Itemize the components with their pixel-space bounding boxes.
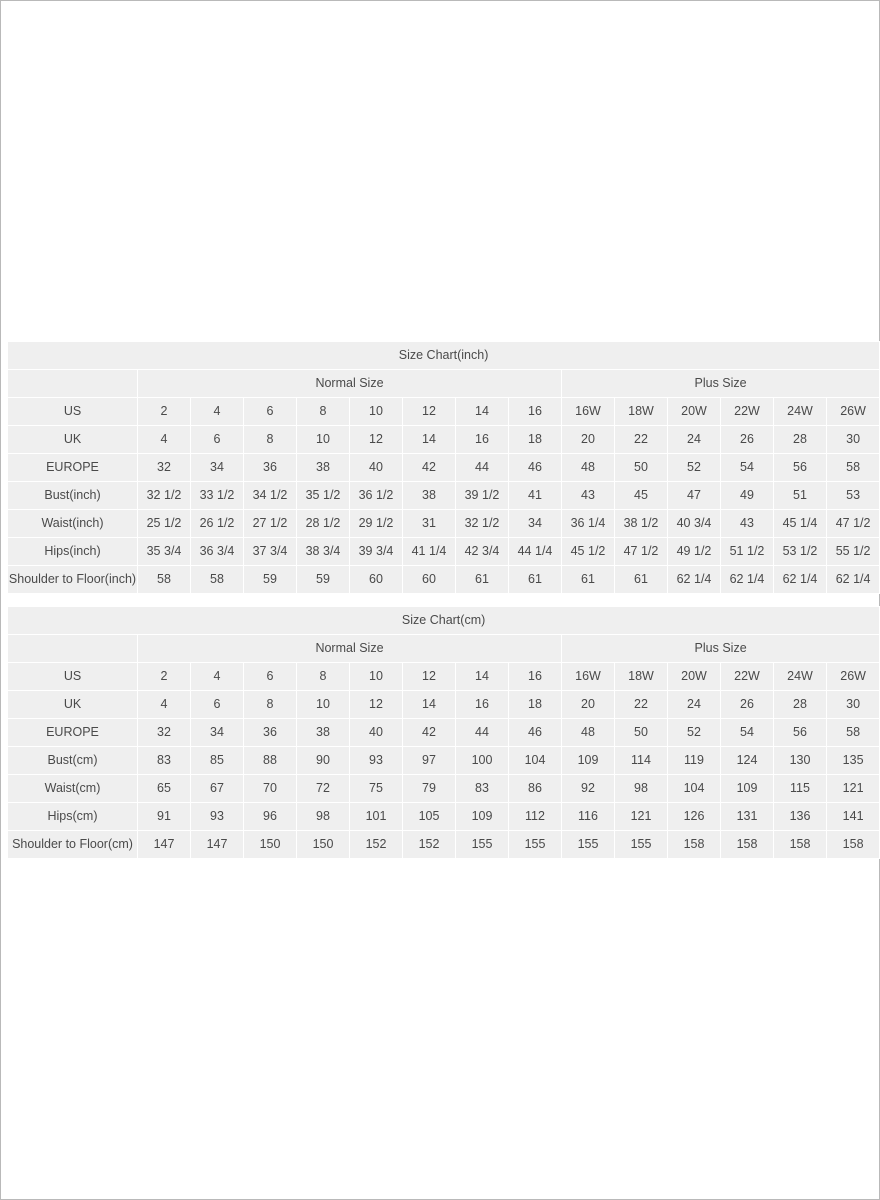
measurement-cell: 24W xyxy=(774,398,827,426)
measurement-cell: 53 1/2 xyxy=(774,538,827,566)
measurement-cell: 22W xyxy=(721,398,774,426)
measurement-cell: 46 xyxy=(509,454,562,482)
measurement-cell: 18 xyxy=(509,691,562,719)
measurement-cell: 62 1/4 xyxy=(668,566,721,594)
measurement-cell: 29 1/2 xyxy=(350,510,403,538)
measurement-cell: 61 xyxy=(509,566,562,594)
measurement-cell: 43 xyxy=(562,482,615,510)
measurement-cell: 65 xyxy=(138,775,191,803)
measurement-cell: 121 xyxy=(827,775,880,803)
measurement-cell: 150 xyxy=(297,831,350,859)
measurement-cell: 124 xyxy=(721,747,774,775)
measurement-cell: 40 xyxy=(350,454,403,482)
measurement-cell: 130 xyxy=(774,747,827,775)
row-header-cell: Hips(cm) xyxy=(8,803,138,831)
measurement-cell: 28 xyxy=(774,426,827,454)
measurement-cell: 48 xyxy=(562,454,615,482)
measurement-cell: 6 xyxy=(244,398,297,426)
measurement-cell: 30 xyxy=(827,426,880,454)
measurement-cell: 24 xyxy=(668,426,721,454)
table-row xyxy=(8,566,880,594)
measurement-cell: 36 xyxy=(244,719,297,747)
measurement-cell: 83 xyxy=(138,747,191,775)
measurement-cell: 12 xyxy=(350,426,403,454)
measurement-cell: 44 1/4 xyxy=(509,538,562,566)
measurement-cell: 58 xyxy=(827,454,880,482)
table-row xyxy=(8,831,880,859)
size-group-header: Plus Size xyxy=(562,370,880,398)
measurement-cell: 112 xyxy=(509,803,562,831)
row-header-cell: UK xyxy=(8,691,138,719)
measurement-cell: 98 xyxy=(615,775,668,803)
measurement-cell: 6 xyxy=(191,426,244,454)
size-group-header: Plus Size xyxy=(562,635,880,663)
measurement-cell: 59 xyxy=(244,566,297,594)
row-header-cell: US xyxy=(8,398,138,426)
table-row xyxy=(8,719,880,747)
measurement-cell: 8 xyxy=(244,691,297,719)
measurement-cell: 158 xyxy=(774,831,827,859)
size-charts-container xyxy=(7,341,875,859)
measurement-cell: 72 xyxy=(297,775,350,803)
measurement-cell: 67 xyxy=(191,775,244,803)
measurement-cell: 36 1/2 xyxy=(350,482,403,510)
measurement-cell: 39 3/4 xyxy=(350,538,403,566)
measurement-cell: 152 xyxy=(403,831,456,859)
measurement-cell: 4 xyxy=(138,426,191,454)
size-chart-title: Size Chart(inch) xyxy=(8,342,880,370)
measurement-cell: 28 xyxy=(774,691,827,719)
measurement-cell: 158 xyxy=(721,831,774,859)
measurement-cell: 44 xyxy=(456,719,509,747)
measurement-cell: 116 xyxy=(562,803,615,831)
row-header-cell: EUROPE xyxy=(8,454,138,482)
measurement-cell: 24 xyxy=(668,691,721,719)
measurement-cell: 70 xyxy=(244,775,297,803)
measurement-cell: 75 xyxy=(350,775,403,803)
measurement-cell: 34 xyxy=(191,454,244,482)
measurement-cell: 14 xyxy=(403,426,456,454)
size-chart-title: Size Chart(cm) xyxy=(8,607,880,635)
measurement-cell: 34 1/2 xyxy=(244,482,297,510)
measurement-cell: 49 1/2 xyxy=(668,538,721,566)
measurement-cell: 10 xyxy=(297,691,350,719)
measurement-cell: 22 xyxy=(615,691,668,719)
measurement-cell: 85 xyxy=(191,747,244,775)
measurement-cell: 8 xyxy=(297,398,350,426)
measurement-cell: 20 xyxy=(562,426,615,454)
row-header-cell: Shoulder to Floor(inch) xyxy=(8,566,138,594)
measurement-cell: 48 xyxy=(562,719,615,747)
measurement-cell: 62 1/4 xyxy=(774,566,827,594)
measurement-cell: 26 xyxy=(721,426,774,454)
row-header-cell: Waist(inch) xyxy=(8,510,138,538)
measurement-cell: 12 xyxy=(403,398,456,426)
measurement-cell: 61 xyxy=(615,566,668,594)
measurement-cell: 16 xyxy=(509,398,562,426)
measurement-cell: 109 xyxy=(562,747,615,775)
measurement-cell: 36 xyxy=(244,454,297,482)
measurement-cell: 47 1/2 xyxy=(615,538,668,566)
measurement-cell: 28 1/2 xyxy=(297,510,350,538)
measurement-cell: 26W xyxy=(827,663,880,691)
measurement-cell: 45 xyxy=(615,482,668,510)
measurement-cell: 18W xyxy=(615,398,668,426)
measurement-cell: 25 1/2 xyxy=(138,510,191,538)
measurement-cell: 56 xyxy=(774,454,827,482)
measurement-cell: 109 xyxy=(456,803,509,831)
measurement-cell: 18 xyxy=(509,426,562,454)
measurement-cell: 8 xyxy=(297,663,350,691)
measurement-cell: 16W xyxy=(562,663,615,691)
measurement-cell: 158 xyxy=(668,831,721,859)
measurement-cell: 91 xyxy=(138,803,191,831)
measurement-cell: 51 xyxy=(774,482,827,510)
measurement-cell: 10 xyxy=(350,663,403,691)
measurement-cell: 62 1/4 xyxy=(721,566,774,594)
measurement-cell: 36 3/4 xyxy=(191,538,244,566)
measurement-cell: 36 1/4 xyxy=(562,510,615,538)
measurement-cell: 155 xyxy=(456,831,509,859)
measurement-cell: 126 xyxy=(668,803,721,831)
measurement-cell: 38 1/2 xyxy=(615,510,668,538)
measurement-cell: 42 xyxy=(403,454,456,482)
row-header-cell: Shoulder to Floor(cm) xyxy=(8,831,138,859)
measurement-cell: 14 xyxy=(456,663,509,691)
measurement-cell: 20 xyxy=(562,691,615,719)
measurement-cell: 46 xyxy=(509,719,562,747)
measurement-cell: 136 xyxy=(774,803,827,831)
measurement-cell: 4 xyxy=(191,398,244,426)
size-group-header: Normal Size xyxy=(138,370,562,398)
measurement-cell: 31 xyxy=(403,510,456,538)
measurement-cell: 30 xyxy=(827,691,880,719)
measurement-cell: 35 1/2 xyxy=(297,482,350,510)
measurement-cell: 100 xyxy=(456,747,509,775)
table-row xyxy=(8,538,880,566)
measurement-cell: 79 xyxy=(403,775,456,803)
measurement-cell: 152 xyxy=(350,831,403,859)
measurement-cell: 32 xyxy=(138,454,191,482)
measurement-cell: 43 xyxy=(721,510,774,538)
measurement-cell: 39 1/2 xyxy=(456,482,509,510)
measurement-cell: 58 xyxy=(191,566,244,594)
measurement-cell: 114 xyxy=(615,747,668,775)
table-row xyxy=(8,426,880,454)
measurement-cell: 20W xyxy=(668,663,721,691)
measurement-cell: 60 xyxy=(403,566,456,594)
measurement-cell: 53 xyxy=(827,482,880,510)
measurement-cell: 45 1/4 xyxy=(774,510,827,538)
measurement-cell: 54 xyxy=(721,719,774,747)
measurement-cell: 12 xyxy=(403,663,456,691)
measurement-cell: 6 xyxy=(191,691,244,719)
measurement-cell: 135 xyxy=(827,747,880,775)
measurement-cell: 38 xyxy=(297,454,350,482)
measurement-cell: 104 xyxy=(668,775,721,803)
measurement-cell: 34 xyxy=(191,719,244,747)
row-header-cell: Bust(inch) xyxy=(8,482,138,510)
measurement-cell: 20W xyxy=(668,398,721,426)
measurement-cell: 58 xyxy=(827,719,880,747)
measurement-cell: 40 xyxy=(350,719,403,747)
measurement-cell: 104 xyxy=(509,747,562,775)
measurement-cell: 4 xyxy=(138,691,191,719)
measurement-cell: 38 3/4 xyxy=(297,538,350,566)
measurement-cell: 10 xyxy=(350,398,403,426)
measurement-cell: 2 xyxy=(138,398,191,426)
measurement-cell: 26 1/2 xyxy=(191,510,244,538)
table-row xyxy=(8,775,880,803)
size-group-header: Normal Size xyxy=(138,635,562,663)
measurement-cell: 155 xyxy=(562,831,615,859)
measurement-cell: 105 xyxy=(403,803,456,831)
measurement-cell: 50 xyxy=(615,454,668,482)
measurement-cell: 38 xyxy=(403,482,456,510)
table-row xyxy=(8,510,880,538)
size-chart-table xyxy=(7,606,880,859)
row-header-cell: EUROPE xyxy=(8,719,138,747)
measurement-cell: 158 xyxy=(827,831,880,859)
measurement-cell: 88 xyxy=(244,747,297,775)
measurement-cell: 86 xyxy=(509,775,562,803)
row-header-cell: US xyxy=(8,663,138,691)
measurement-cell: 14 xyxy=(403,691,456,719)
table-row xyxy=(8,691,880,719)
measurement-cell: 18W xyxy=(615,663,668,691)
measurement-cell: 37 3/4 xyxy=(244,538,297,566)
measurement-cell: 40 3/4 xyxy=(668,510,721,538)
measurement-cell: 27 1/2 xyxy=(244,510,297,538)
measurement-cell: 52 xyxy=(668,454,721,482)
measurement-cell: 93 xyxy=(191,803,244,831)
row-header-cell: Waist(cm) xyxy=(8,775,138,803)
table-corner-cell xyxy=(8,370,138,398)
measurement-cell: 4 xyxy=(191,663,244,691)
measurement-cell: 44 xyxy=(456,454,509,482)
measurement-cell: 60 xyxy=(350,566,403,594)
measurement-cell: 51 1/2 xyxy=(721,538,774,566)
measurement-cell: 147 xyxy=(191,831,244,859)
measurement-cell: 55 1/2 xyxy=(827,538,880,566)
measurement-cell: 150 xyxy=(244,831,297,859)
measurement-cell: 35 3/4 xyxy=(138,538,191,566)
measurement-cell: 10 xyxy=(297,426,350,454)
measurement-cell: 119 xyxy=(668,747,721,775)
measurement-cell: 41 xyxy=(509,482,562,510)
measurement-cell: 47 1/2 xyxy=(827,510,880,538)
measurement-cell: 16 xyxy=(456,426,509,454)
measurement-cell: 97 xyxy=(403,747,456,775)
measurement-cell: 62 1/4 xyxy=(827,566,880,594)
measurement-cell: 16 xyxy=(456,691,509,719)
measurement-cell: 56 xyxy=(774,719,827,747)
size-chart-table xyxy=(7,341,880,594)
measurement-cell: 59 xyxy=(297,566,350,594)
measurement-cell: 109 xyxy=(721,775,774,803)
measurement-cell: 61 xyxy=(456,566,509,594)
measurement-cell: 101 xyxy=(350,803,403,831)
measurement-cell: 83 xyxy=(456,775,509,803)
table-row xyxy=(8,803,880,831)
measurement-cell: 155 xyxy=(509,831,562,859)
row-header-cell: Bust(cm) xyxy=(8,747,138,775)
measurement-cell: 8 xyxy=(244,426,297,454)
measurement-cell: 61 xyxy=(562,566,615,594)
measurement-cell: 147 xyxy=(138,831,191,859)
measurement-cell: 34 xyxy=(509,510,562,538)
table-row xyxy=(8,398,880,426)
measurement-cell: 155 xyxy=(615,831,668,859)
measurement-cell: 98 xyxy=(297,803,350,831)
measurement-cell: 32 1/2 xyxy=(456,510,509,538)
measurement-cell: 33 1/2 xyxy=(191,482,244,510)
measurement-cell: 16W xyxy=(562,398,615,426)
table-row xyxy=(8,482,880,510)
measurement-cell: 16 xyxy=(509,663,562,691)
measurement-cell: 26 xyxy=(721,691,774,719)
measurement-cell: 54 xyxy=(721,454,774,482)
measurement-cell: 141 xyxy=(827,803,880,831)
measurement-cell: 49 xyxy=(721,482,774,510)
measurement-cell: 115 xyxy=(774,775,827,803)
measurement-cell: 121 xyxy=(615,803,668,831)
measurement-cell: 92 xyxy=(562,775,615,803)
measurement-cell: 2 xyxy=(138,663,191,691)
measurement-cell: 90 xyxy=(297,747,350,775)
table-corner-cell xyxy=(8,635,138,663)
measurement-cell: 14 xyxy=(456,398,509,426)
measurement-cell: 45 1/2 xyxy=(562,538,615,566)
table-row xyxy=(8,454,880,482)
measurement-cell: 47 xyxy=(668,482,721,510)
row-header-cell: UK xyxy=(8,426,138,454)
measurement-cell: 26W xyxy=(827,398,880,426)
measurement-cell: 96 xyxy=(244,803,297,831)
measurement-cell: 22W xyxy=(721,663,774,691)
measurement-cell: 50 xyxy=(615,719,668,747)
measurement-cell: 22 xyxy=(615,426,668,454)
measurement-cell: 42 xyxy=(403,719,456,747)
table-row xyxy=(8,747,880,775)
measurement-cell: 24W xyxy=(774,663,827,691)
measurement-cell: 42 3/4 xyxy=(456,538,509,566)
measurement-cell: 38 xyxy=(297,719,350,747)
measurement-cell: 131 xyxy=(721,803,774,831)
measurement-cell: 12 xyxy=(350,691,403,719)
measurement-cell: 41 1/4 xyxy=(403,538,456,566)
measurement-cell: 58 xyxy=(138,566,191,594)
measurement-cell: 32 xyxy=(138,719,191,747)
row-header-cell: Hips(inch) xyxy=(8,538,138,566)
measurement-cell: 32 1/2 xyxy=(138,482,191,510)
measurement-cell: 93 xyxy=(350,747,403,775)
measurement-cell: 6 xyxy=(244,663,297,691)
measurement-cell: 52 xyxy=(668,719,721,747)
table-row xyxy=(8,663,880,691)
